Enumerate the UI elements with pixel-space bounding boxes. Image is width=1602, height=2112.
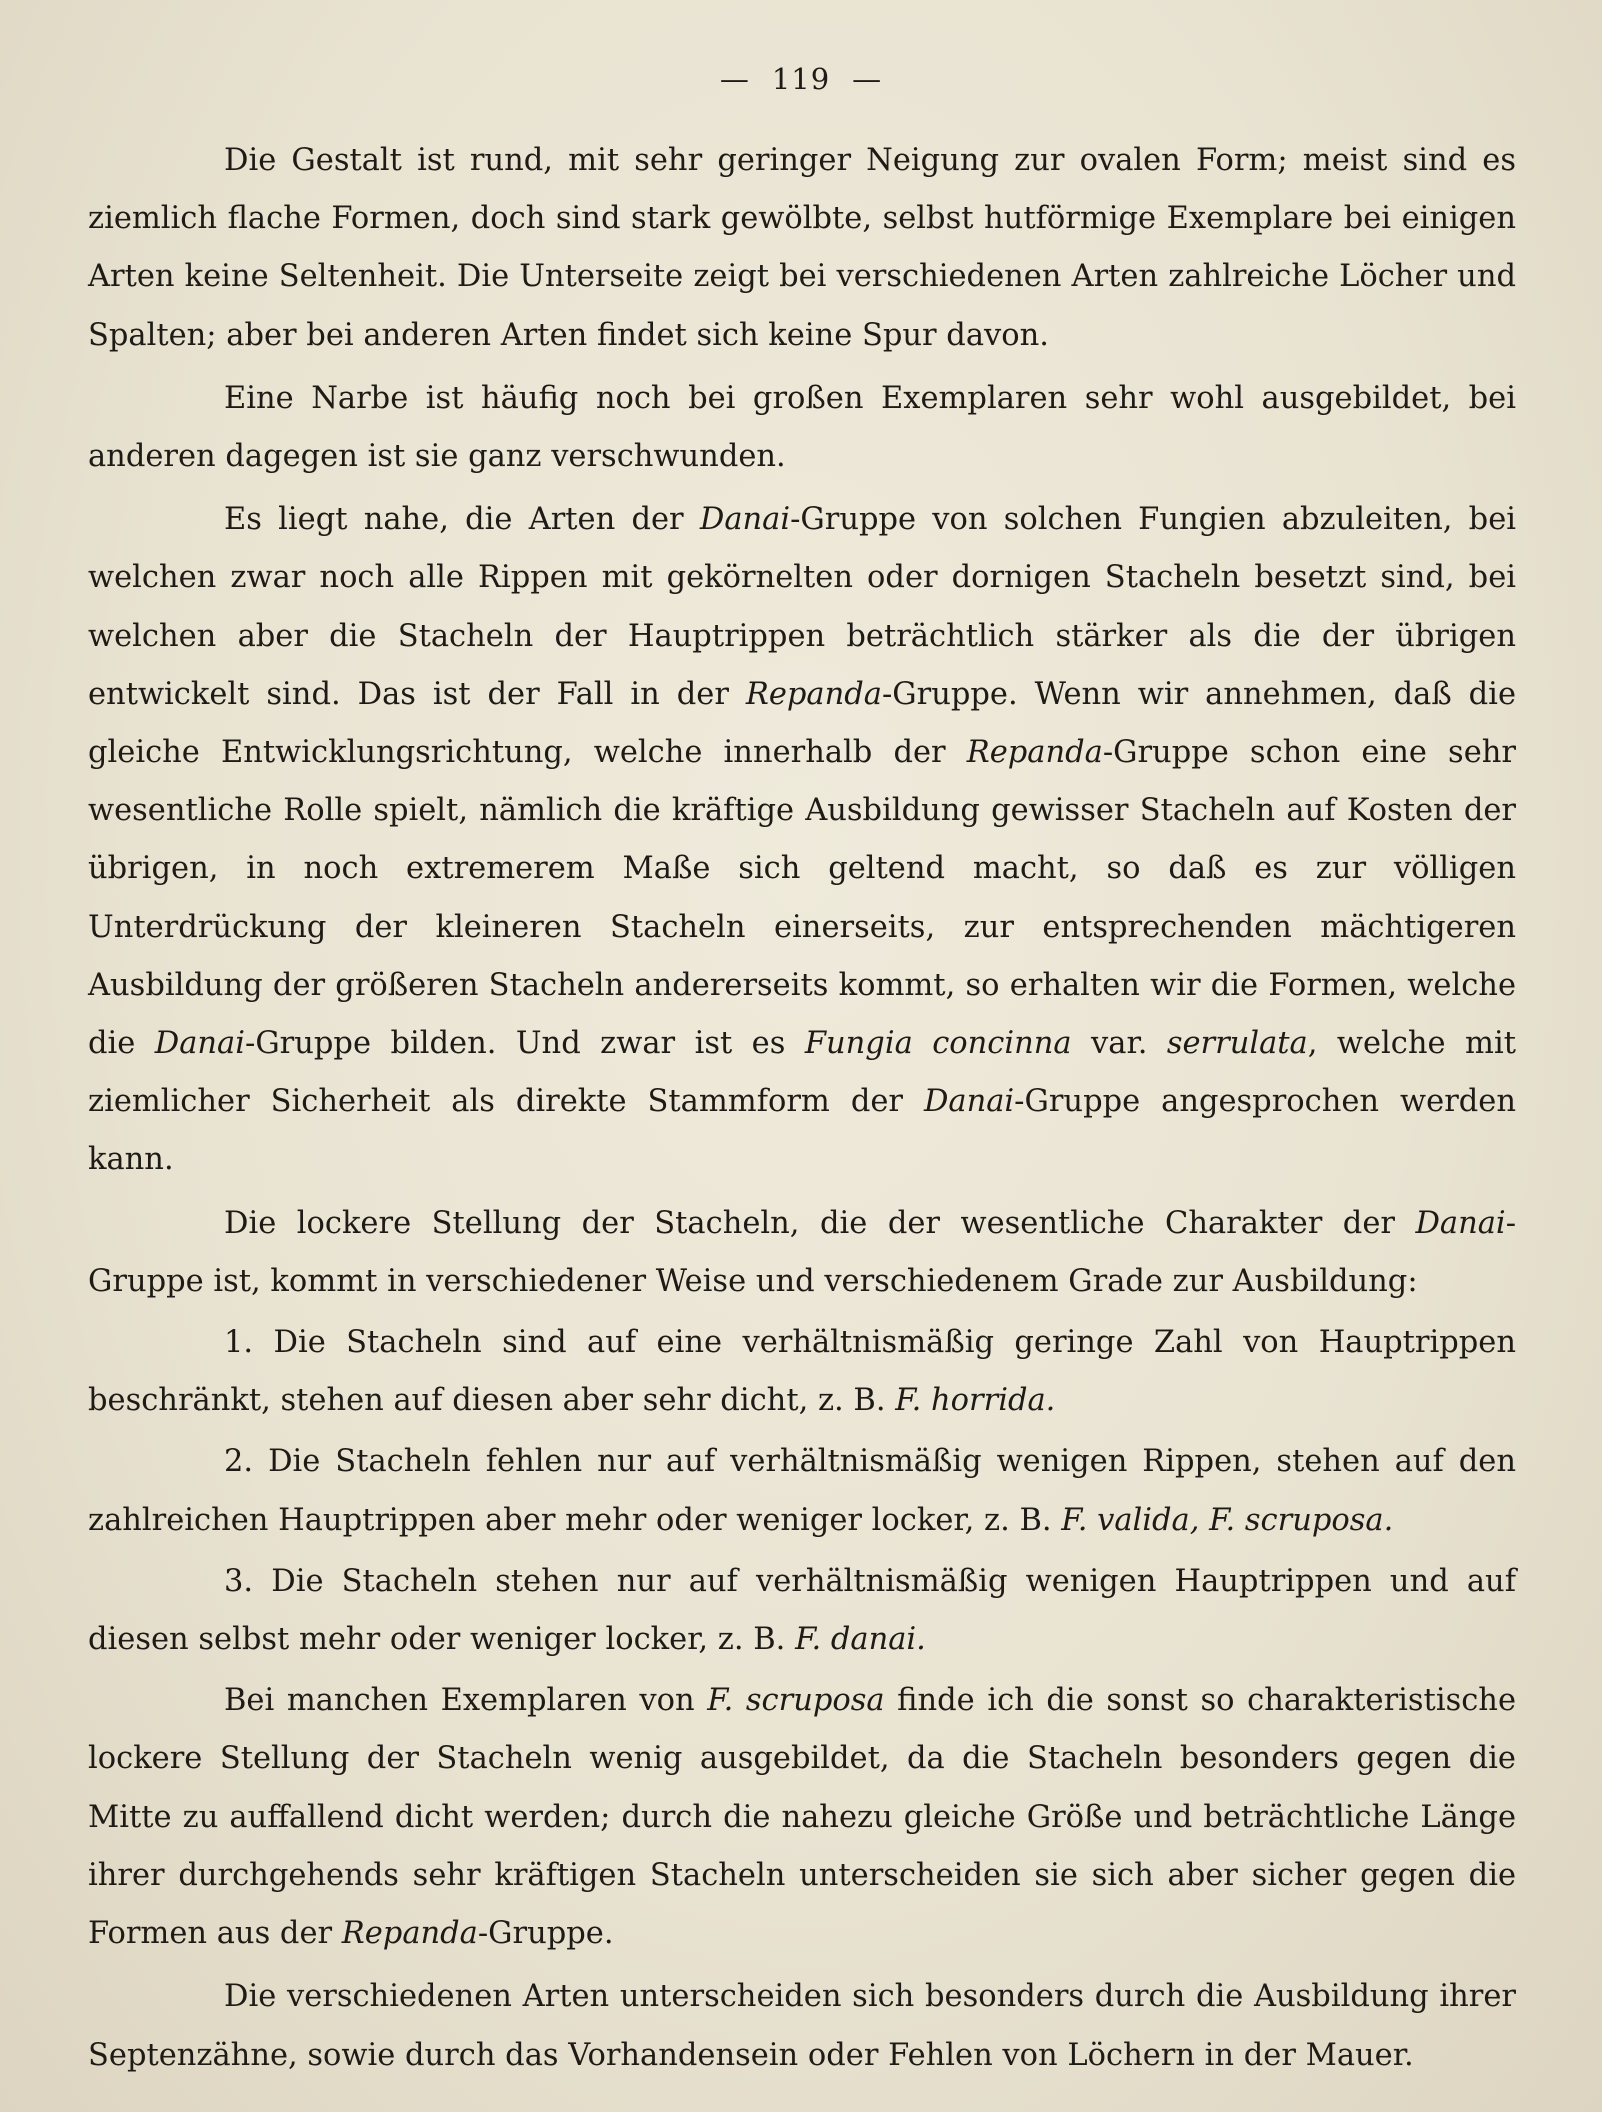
list-item-1 bbox=[88, 1314, 1516, 1430]
text-span: -Gruppe. bbox=[477, 1916, 614, 1952]
taxon-name: Danai bbox=[699, 502, 791, 538]
text-span: finde ich die sonst so charakteristische lockere Stellung der Stacheln wenig ausgebildet, da die Stacheln besonders gegen die Mitte zu auffallend dicht werden; durch die nahezu gleiche Größe und beträchtliche Länge ihrer durchgehends sehr kräftigen Stacheln unterscheiden sie sich aber sicher gegen die Formen aus der bbox=[88, 1683, 1516, 1952]
text-span: 3. Die Stacheln stehen nur auf verhältnismäßig wenigen Hauptrippen und auf diesen selbst mehr oder weniger locker, z. B. bbox=[88, 1563, 1516, 1658]
text-span: -Gruppe schon eine sehr wesentliche Rolle spielt, nämlich die kräftige Ausbildung gewisser Stacheln auf Kosten der übrigen, in noch extremerem Maße sich geltend macht, so daß es zur völligen Unterdrückung der kleineren Stacheln einerseits, zur entsprechenden mächtigeren Ausbildung der größeren Stacheln andererseits kommt, so erhalten wir die Formen, welche die bbox=[88, 735, 1516, 1062]
taxon-name: serrulata bbox=[1166, 1026, 1308, 1062]
taxon-name: Repanda bbox=[341, 1916, 478, 1952]
text-span: Die lockere Stellung der Stacheln, die der wesentliche Charakter der bbox=[224, 1205, 1416, 1241]
taxon-name: Repanda bbox=[966, 735, 1103, 771]
paragraph-scar: Eine Narbe ist häufig noch bei großen Exemplaren sehr wohl ausgebildet, bei anderen dagegen ist sie ganz verschwunden. bbox=[88, 380, 1516, 475]
taxon-name: Repanda bbox=[745, 676, 882, 712]
text-span: var. bbox=[1071, 1026, 1167, 1062]
paragraph-spine-arrangement bbox=[88, 1195, 1516, 1311]
paragraph-scruposa bbox=[88, 1672, 1516, 1963]
list-item-3 bbox=[88, 1553, 1516, 1669]
text-span: -Gruppe angesprochen werden kann. bbox=[88, 1084, 1516, 1178]
taxon-name: Danai bbox=[154, 1026, 246, 1062]
text-span: Bei manchen Exemplaren von bbox=[224, 1683, 708, 1719]
text-span: , welche mit ziemlicher Sicherheit als direkte Stammform der bbox=[88, 1026, 1516, 1120]
paragraph-species-differences: Die verschiedenen Arten unterscheiden sich besonders durch die Ausbildung ihrer Septenzähne, sowie durch das Vorhandensein oder Fehlen von Löchern in der Mauer. bbox=[88, 1979, 1516, 2073]
text-span: Es liegt nahe, die Arten der bbox=[224, 502, 700, 538]
paragraph-shape: Die Gestalt ist rund, mit sehr geringer Neigung zur ovalen Form; meist sind es ziemlich flache Formen, doch sind stark gewölbte, selbst hutförmige Exemplare bei einigen Arten keine Seltenheit. Die Unterseite zeigt bei verschiedenen Arten zahlreiche Löcher und Spalten; aber bei anderen Arten findet sich keine Spur davon. bbox=[88, 143, 1516, 353]
page-number: 119 bbox=[771, 62, 831, 96]
list-item-2 bbox=[88, 1433, 1516, 1549]
taxon-name: F. valida, F. scruposa. bbox=[1061, 1502, 1394, 1538]
header-dash-left: — bbox=[719, 62, 750, 96]
taxon-name: F. horrida. bbox=[895, 1383, 1056, 1419]
text-span: -Gruppe. Wenn wir annehmen, daß die gleiche Entwicklungsrichtung, welche innerhalb der bbox=[88, 676, 1516, 771]
taxon-name: Danai bbox=[1415, 1205, 1506, 1241]
taxon-name: Fungia concinna bbox=[804, 1026, 1072, 1062]
text-span: 2. Die Stacheln fehlen nur auf verhältnismäßig wenigen Rippen, stehen auf den zahlreichen Hauptrippen aber mehr oder weniger locker, z. B. bbox=[88, 1444, 1516, 1538]
taxon-name: F. danai. bbox=[795, 1622, 926, 1658]
taxon-name: F. scruposa bbox=[707, 1683, 885, 1719]
text-span: -Gruppe ist, kommt in verschiedener Weise und verschiedenem Grade zur Ausbildung: bbox=[88, 1205, 1516, 1299]
paragraph-derivation bbox=[88, 491, 1516, 1189]
taxon-name: Danai bbox=[923, 1084, 1015, 1120]
page-number-header bbox=[0, 62, 1602, 96]
header-dash-right: — bbox=[852, 62, 883, 96]
text-span: -Gruppe bilden. Und zwar ist es bbox=[245, 1026, 805, 1062]
text-span: 1. Die Stacheln sind auf eine verhältnismäßig geringe Zahl von Hauptrippen beschränkt, stehen auf diesen aber sehr dicht, z. B. bbox=[88, 1325, 1516, 1419]
body-text bbox=[88, 132, 1516, 2090]
text-span: -Gruppe von solchen Fungien abzuleiten, bei welchen zwar noch alle Rippen mit gekörnelten oder dornigen Stacheln besetzt sind, bei welchen aber die Stacheln der Hauptrippen beträchtlich stärker als die der übrigen entwickelt sind. Das ist der Fall in der bbox=[88, 502, 1517, 712]
